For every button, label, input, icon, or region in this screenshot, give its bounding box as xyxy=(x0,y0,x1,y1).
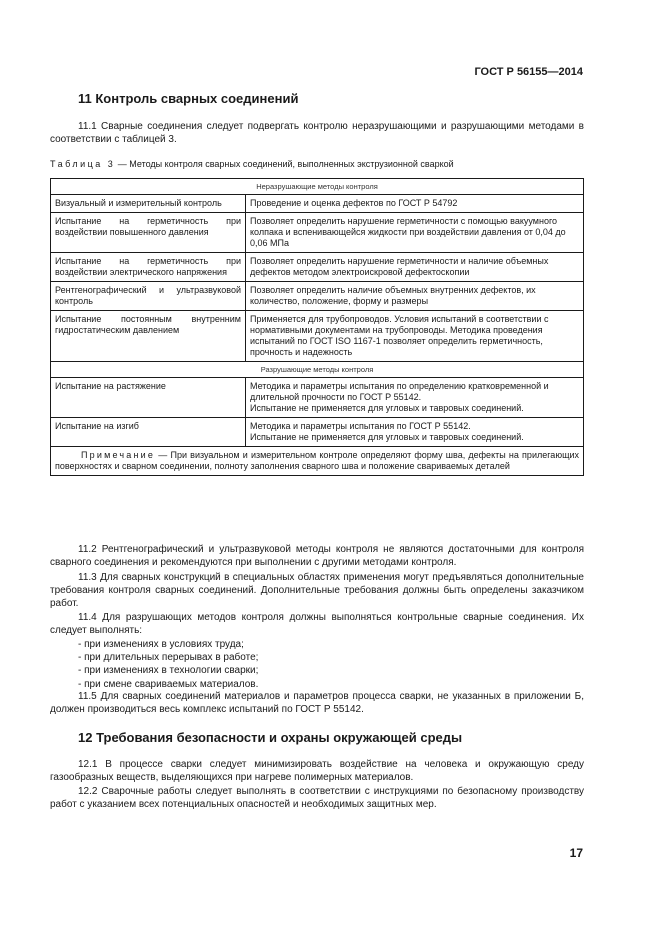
paragraph-11-3: 11.3 Для сварных конструкций в специальных областях применения могут предъявляться дополнительные требования контроля сварных соединений. Дополнительные требования должны быть определены заказчиком работ. xyxy=(50,572,584,610)
paragraph-11-4: 11.4 Для разрушающих методов контроля должны выполняться контрольные сварные соединения. Их следует выполнять: xyxy=(50,612,584,637)
table-row xyxy=(51,311,584,362)
table-row xyxy=(51,282,584,311)
method-cell: Испытание на растяжение xyxy=(51,378,246,418)
description-cell: Проведение и оценка дефектов по ГОСТ Р 54792 xyxy=(246,195,584,213)
table-section-row xyxy=(51,179,584,195)
description-line: Испытание не применяется для угловых и тавровых соединений. xyxy=(250,432,524,442)
list-item: - при длительных перерывах в работе; xyxy=(78,652,259,664)
list-item: - при смене свариваемых материалов. xyxy=(78,678,259,690)
description-cell xyxy=(246,378,584,418)
list-item: - при изменениях в условиях труда; xyxy=(78,639,244,650)
table-section-row xyxy=(51,362,584,378)
table-row xyxy=(51,195,584,213)
description-line: Методика и параметры испытания по ГОСТ Р 55142. xyxy=(250,421,471,431)
method-cell: Испытание на герметичность при воздействии электрического напряжения xyxy=(51,253,246,282)
control-methods-table xyxy=(50,178,584,476)
table-row xyxy=(51,378,584,418)
standard-code: ГОСТ Р 56155—2014 xyxy=(474,66,583,78)
method-cell: Рентгенографический и ультразвуковой контроль xyxy=(51,282,246,311)
table-row xyxy=(51,213,584,253)
table-caption-label: Таблица 3 xyxy=(50,159,116,169)
description-line: Методика и параметры испытания по определению кратковременной и длительной прочности по ГОСТ Р 55142. xyxy=(250,381,549,402)
method-cell: Испытание на герметичность при воздействии повышенного давления xyxy=(51,213,246,253)
description-cell: Применяется для трубопроводов. Условия испытаний в соответствии с нормативными документами на трубопроводы. Методика проведения испытаний по ГОСТ ISO 1167-1 позволяет определить герметичность, прочность и надежность xyxy=(246,311,584,362)
section-11-heading: 11 Контроль сварных соединений xyxy=(78,91,299,106)
paragraph-11-5: 11.5 Для сварных соединений материалов и параметров процесса сварки, не указанных в приложении Б, должен производиться весь комплекс испытаний по ГОСТ Р 55142. xyxy=(50,691,584,716)
method-cell: Визуальный и измерительный контроль xyxy=(51,195,246,213)
method-cell: Испытание на изгиб xyxy=(51,418,246,447)
table-note-row xyxy=(51,447,584,476)
section-nondestructive: Неразрушающие методы контроля xyxy=(51,179,584,195)
method-cell: Испытание постоянным внутренним гидростатическим давлением xyxy=(51,311,246,362)
note-text: — При визуальном и измерительном контроле определяют форму шва, дефекты на прилегающих поверхностях и сварном соединении, полноту заполнения сварного шва и положение свариваемых деталей xyxy=(55,450,579,471)
description-cell: Позволяет определить нарушение герметичности с помощью вакуумного колпака и вспенивающейся жидкости при воздействии давления от 0,04 до 0,06 МПа xyxy=(246,213,584,253)
table-note xyxy=(51,447,584,476)
description-cell: Позволяет определить наличие объемных внутренних дефектов, их количество, положение, форму и размеры xyxy=(246,282,584,311)
section-12-heading: 12 Требования безопасности и охраны окружающей среды xyxy=(78,730,463,745)
table-caption-text: — Методы контроля сварных соединений, выполненных экструзионной сваркой xyxy=(115,159,454,169)
table-caption xyxy=(50,159,454,169)
note-label: Примечание xyxy=(81,450,156,460)
description-line: Испытание не применяется для угловых и тавровых соединений. xyxy=(250,403,524,413)
paragraph-12-2: 12.2 Сварочные работы следует выполнять в соответствии с инструкциями по безопасному производству работ с указанием всех потенциальных опасностей и необходимых защитных мер. xyxy=(50,786,584,811)
page-number: 17 xyxy=(569,846,583,860)
list-item: - при изменениях в технологии сварки; xyxy=(78,665,259,677)
description-cell xyxy=(246,418,584,447)
paragraph-11-2: 11.2 Рентгенографический и ультразвуковой методы контроля не являются достаточными для контроля сварного соединения и рекомендуются при выполнении с другими методами контроля. xyxy=(50,544,584,569)
section-destructive: Разрушающие методы контроля xyxy=(51,362,584,378)
conditions-list xyxy=(50,638,584,691)
paragraph-11-1: 11.1 Сварные соединения следует подвергать контролю неразрушающими и разрушающими методами в соответствии с таблицей 3. xyxy=(50,121,584,146)
description-cell: Позволяет определить нарушение герметичности и наличие объемных дефектов методом электроискровой дефектоскопии xyxy=(246,253,584,282)
table-row xyxy=(51,253,584,282)
paragraph-12-1: 12.1 В процессе сварки следует минимизировать воздействие на человека и окружающую среду газообразных веществ, выделяющихся при нагреве полимерных материалов. xyxy=(50,759,584,784)
table-row xyxy=(51,418,584,447)
